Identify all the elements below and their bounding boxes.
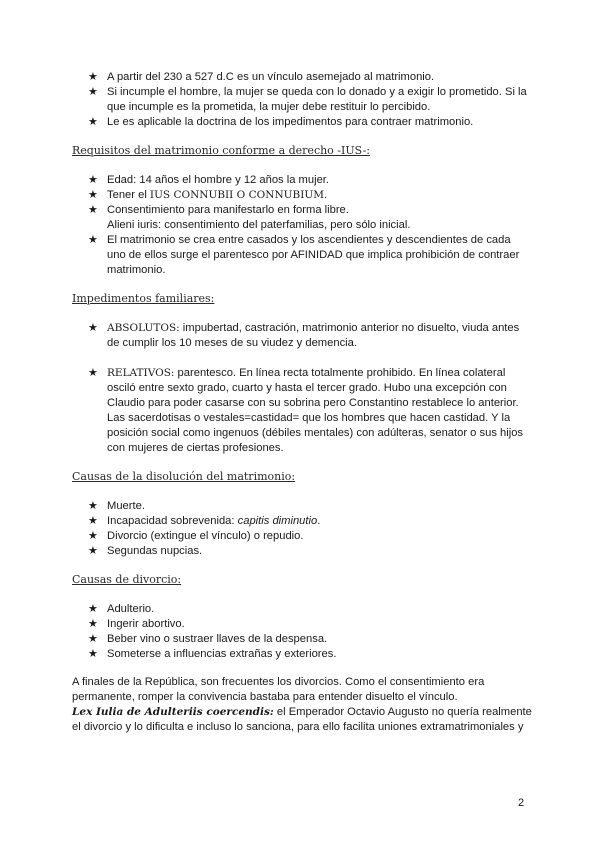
star-bullet-icon: ★ (88, 500, 98, 512)
star-bullet-icon: ★ (88, 367, 98, 379)
requisitos-list (72, 173, 532, 278)
section-heading-impedimentos: Impedimentos familiares: (72, 292, 215, 305)
lex-iulia-paragraph: Lex Iulia de Adulteriis coercendis: el Emperador Octavio Augusto no quería realmente el divorcio y lo dificulta e incluso lo sanciona, para ello facilita uniones extramatrimoniales y (72, 706, 532, 733)
list-item: ★ Adulterio. (88, 603, 155, 615)
list-item: ★ Incapacidad sobrevenida: capitis diminutio. (88, 515, 321, 527)
list-item: ★ Ingerir abortivo. (88, 618, 185, 630)
star-bullet-icon: ★ (88, 603, 98, 615)
star-bullet-icon: ★ (88, 86, 98, 98)
list-item: ★ Divorcio (extingue el vínculo) o repudio. (88, 530, 304, 542)
list-item: ★ El matrimonio se crea entre casados y los ascendientes y descendientes de cada uno de ellos surge el parentesco por AFINIDAD que implica prohibición de contraer matrimonio. (88, 234, 520, 276)
list-item: ★ ABSOLUTOS: impubertad, castración, matrimonio anterior no disuelto, viuda antes de cumplir los 10 meses de su viudez y demencia. (88, 322, 520, 349)
star-bullet-icon: ★ (88, 530, 98, 542)
star-bullet-icon: ★ (88, 618, 98, 630)
list-item: ★ Someterse a influencias extrañas y exteriores. (88, 648, 337, 660)
page-number: 2 (518, 797, 525, 809)
star-bullet-icon: ★ (88, 116, 98, 128)
lex-iulia-label: Lex Iulia de Adulteriis coercendis: (72, 706, 274, 718)
list-item: ★ Tener el IUS CONNUBII O CONNUBIUM. (88, 189, 328, 201)
list-item: ★ RELATIVOS: parentesco. En línea recta totalmente prohibido. En línea colateral osciló entre sexto grado, cuarto y hasta el tercer grado. Hubo una excepción con Claudio para poder casarse con su sobrina pero Constantino restablece lo anterior. Las sacerdotisas o vestales=castidad= que los hombres que hacen castidad. Y la posición social como ingenuos (débiles mentales) con adúlteras, senator o sus hijos con mujeres de ciertas profesiones. (88, 367, 524, 454)
section-heading-requisitos: Requisitos del matrimonio conforme a derecho -IUS-: (72, 144, 370, 157)
section-heading-disolucion: Causas de la disolución del matrimonio: (72, 470, 296, 483)
list-item: ★ Si incumple el hombre, la mujer se queda con lo donado y a exigir lo prometido. Si la que incumple es la prometida, la mujer debe restituir lo percibido. (88, 86, 527, 113)
star-bullet-icon: ★ (88, 189, 98, 201)
star-bullet-icon: ★ (88, 515, 98, 527)
disolucion-list (72, 499, 532, 559)
star-bullet-icon: ★ (88, 545, 98, 557)
intro-list (72, 70, 532, 130)
list-item: ★ Muerte. (88, 500, 145, 512)
star-bullet-icon: ★ (88, 71, 98, 83)
list-item: ★ Consentimiento para manifestarlo en forma libre. Alieni iuris: consentimiento del paterfamilias, pero sólo inicial. (88, 204, 411, 231)
star-bullet-icon: ★ (88, 322, 98, 334)
divorcio-list (72, 602, 532, 662)
section-heading-divorcio: Causas de divorcio: (72, 573, 182, 586)
star-bullet-icon: ★ (88, 204, 98, 216)
star-bullet-icon: ★ (88, 234, 98, 246)
star-bullet-icon: ★ (88, 648, 98, 660)
star-bullet-icon: ★ (88, 633, 98, 645)
closing-paragraph: A finales de la República, son frecuentes los divorcios. Como el consentimiento era permanente, romper la convivencia bastaba para entender disuelto el vínculo. (72, 676, 485, 703)
impedimentos-list (72, 321, 532, 456)
list-item: ★ Le es aplicable la doctrina de los impedimentos para contraer matrimonio. (88, 116, 474, 128)
list-item: ★ Edad: 14 años el hombre y 12 años la mujer. (88, 174, 330, 186)
list-item: ★ Beber vino o sustraer llaves de la despensa. (88, 633, 328, 645)
star-bullet-icon: ★ (88, 174, 98, 186)
list-item: ★ Segundas nupcias. (88, 545, 203, 557)
page-content (72, 70, 532, 735)
list-item: ★ A partir del 230 a 527 d.C es un vínculo asemejado al matrimonio. (88, 71, 435, 83)
